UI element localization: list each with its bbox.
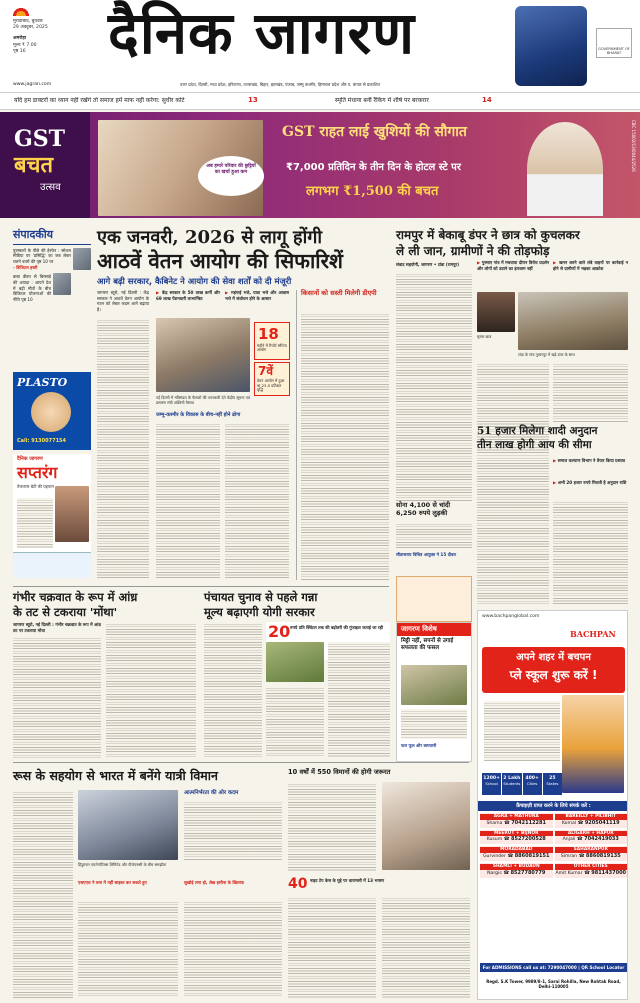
lead-subhead: आगे बढ़ी सरकार, कैबिनेट ने आयोग की सेवा शर्तों को दी मंजूरी — [97, 276, 292, 287]
rampur-headline1: रामपुर में बेकाबू डंपर ने छात्र को कुचलकर — [396, 228, 580, 242]
phone-icon: ☎ — [503, 837, 511, 843]
lead-box-sub: जम्मू-कश्मीर के विकास के बीच-नहीं होने ढोगा — [156, 412, 241, 418]
elections-teaser[interactable]: नाइट टेप केस के मुद्दे पर वाराणसी में 13 भाषण — [310, 878, 385, 883]
contact-name: Shama — [486, 820, 503, 826]
bachpan-ad[interactable] — [477, 610, 628, 1000]
bachpan-headline — [482, 647, 625, 693]
edition-price: मूल्य ₹ 7.00 — [13, 42, 37, 48]
stat-label: School — [485, 780, 498, 786]
aid-bullet1-text: समाज कल्याण विभाग ने तैयार किया प्रस्ताव — [557, 458, 625, 463]
contact-card[interactable] — [555, 863, 628, 878]
lead-bullet1 — [156, 290, 220, 301]
bullet-icon: ▶ — [156, 290, 163, 295]
dap-box-head: किसानों को सस्ती मिलेगी डीएपी — [301, 289, 377, 297]
russia-body-2 — [184, 800, 282, 860]
demand-headline: 10 वर्षों में 550 विमानों की होगी जरूरत — [288, 768, 391, 776]
contact-city: ALIGARH + HAPUR — [555, 831, 628, 837]
plasto-ad[interactable] — [13, 372, 91, 450]
lead-story — [97, 228, 389, 287]
gst-left-title: GST — [14, 126, 66, 152]
russia-teaser2[interactable]: सुखोई लगा हो, शेख हसीना के खिलाफ — [184, 880, 245, 885]
saptarang-head: दैनिक जागरण — [17, 456, 43, 462]
edition-line1: मुरादाबाद, बुधवार — [13, 19, 43, 24]
bullet-icon: ▶ — [553, 260, 560, 265]
editorial-item1[interactable]: पुरस्कारों के पीछे की हेरफेर : सोशल मीडिया पर 'प्रसिद्धि' का जब लेकर चलने वालों की पृष्ठ 10 पर — [13, 247, 71, 265]
photo-caption: नई दिल्ली में मंत्रिमंडल के फैसलों की जानकारी देते केंद्रीय सूचना एवं प्रसारण मंत्री अश्विनी वैष्णव — [156, 395, 250, 406]
cyclone-headline2: के तट से टकराया 'मोंथा' — [13, 604, 118, 619]
rampur-body — [396, 272, 472, 502]
contact-city: AGRA + MATHURA — [480, 814, 553, 820]
phone-icon: ☎ — [503, 870, 511, 876]
promo-right[interactable] — [335, 97, 605, 105]
victim-photo — [477, 292, 515, 332]
saptarang-sub: तेजतरार बेटी की पहचान — [17, 484, 54, 489]
stat-months — [254, 322, 290, 360]
franchise-head: फ्रैंचाइज़ी प्राप्त करने के लिये संपर्क करें : — [478, 801, 628, 811]
shaadi-anudan — [477, 425, 628, 452]
bachpan-logo: BACHPAN — [570, 629, 616, 639]
russia-photo — [78, 790, 178, 860]
stat-months-value: 18 — [258, 325, 279, 343]
panchayat-headline2: मूल्य बढ़ाएगी योगी सरकार — [204, 604, 315, 619]
stat-label: Students — [503, 780, 521, 786]
russia-body-1 — [13, 790, 73, 998]
russia-teaser1[interactable]: एसएएल ने रूस में नहीं साइबर कर सकते हुए — [78, 880, 147, 885]
plasto-tag: Call: 9130077154 — [17, 438, 67, 444]
stat-pay-value: 7वें — [258, 364, 274, 378]
aid-body — [477, 456, 549, 606]
stat-value: 25 — [549, 776, 556, 781]
lead-bullet2-text: महंगाई भत्ते, यात्रा भत्ते और आवास भत्ते में संशोधन होने के आसार — [225, 290, 289, 301]
cane-inset-text: रुपये प्रति क्विंटल तक की बढ़ोतरी की गुंजाइश जताई जा रही — [290, 625, 383, 630]
promo-left-page: 13 — [248, 96, 258, 104]
dap-box-body — [301, 312, 389, 580]
bullet-icon: ▶ — [553, 458, 558, 463]
saptarang-photo — [55, 486, 89, 542]
cane-photo — [266, 642, 324, 682]
bullet-icon: ▶ — [477, 260, 482, 265]
stat-box — [502, 773, 521, 795]
cyclone-body-2 — [106, 622, 196, 758]
rampur-bullet2 — [553, 260, 628, 271]
elections-num: 40 — [288, 876, 308, 892]
aid-headline1: 51 हजार मिलेगा शादी अनुदान — [477, 425, 598, 437]
cyclone-body-1 — [13, 636, 101, 758]
jagran-sun-logo-icon — [13, 6, 29, 16]
aid-bullet2 — [553, 480, 628, 486]
aircraft-demand — [288, 768, 470, 776]
phone-icon: ☎ — [578, 854, 586, 860]
promo-strip — [0, 92, 640, 110]
demand-body-1 — [288, 782, 376, 872]
editorial-portrait-2 — [53, 273, 71, 295]
rampur-headline2: ले ली जान, ग्रामीणों ने की तोड़फोड़ — [396, 243, 550, 258]
bullet-icon: ▶ — [553, 480, 558, 485]
cyclone-headline1: गंभीर चक्रवात के रूप में आंध्र — [13, 590, 138, 604]
lead-bullet2 — [225, 290, 289, 301]
rampur-story — [396, 228, 628, 259]
bachpan-stats — [482, 773, 562, 795]
contact-phone: 9811437000 — [591, 869, 627, 876]
lead-body-col3 — [225, 422, 289, 580]
editorial-item1-author: - डिजिटल हस्ती — [13, 264, 38, 270]
panchayat-body-2 — [328, 642, 390, 758]
gst-line2: लगभग ₹1,500 की बचत — [306, 184, 439, 199]
lead-headline2: आठवें वेतन आयोग की सिफारिशें — [97, 248, 343, 273]
gst-bubble-text: अब हमारे परिवार की छुट्टियों का खर्चा हुआ कम — [206, 164, 256, 175]
contact-name: Kusum — [486, 837, 503, 843]
contact-card[interactable] — [480, 830, 553, 845]
gst-ad-banner[interactable] — [0, 112, 640, 218]
dumper-photo — [518, 292, 628, 350]
contact-card[interactable] — [480, 813, 553, 828]
stat-box — [523, 773, 542, 795]
lpg-line: सीतासराय विचित्र आयुक्त ने 15 दीवार — [396, 552, 457, 557]
franchise-grid — [480, 813, 627, 878]
contact-card[interactable] — [480, 863, 553, 878]
promo-right-page: 14 — [482, 96, 492, 104]
gst-bubble — [198, 156, 264, 196]
child-photo — [562, 695, 624, 793]
gst-left-panel — [0, 112, 90, 218]
cane-inset-num: 20 — [268, 622, 291, 641]
special-crop-line: फल फूल और बागवानी — [401, 743, 437, 748]
russia-headline: रूस के सहयोग से भारत में बनेंगे यात्री विमान — [13, 768, 218, 783]
russia-body-3 — [78, 900, 178, 998]
special-teaser: मिट्टी नहीं, सपनों से उगाई सफलता की फसल — [401, 637, 454, 651]
divider — [13, 586, 389, 587]
stat-value: 400+ — [525, 776, 539, 781]
mahasankalp-ad[interactable] — [396, 576, 472, 622]
demand-body-3 — [382, 896, 470, 998]
russia-subhead1: आत्मनिर्भरता की ओर कदम — [184, 790, 239, 796]
panchayat-body-1 — [204, 622, 262, 758]
contact-name: Amit Kumar — [555, 870, 583, 876]
edition-date — [13, 19, 48, 55]
plasto-logo: PLASTO — [17, 376, 68, 389]
rampur-bullet1-text: गुस्साए गांव में मचवाया दौरान विरोध प्रदर्शन और लोगों को उठाने का इंतजाम नहीं — [477, 260, 549, 271]
contact-city: BAREILLY + PILIBHIT — [555, 814, 628, 820]
contact-name: Nargis — [487, 870, 502, 876]
lead-body-col2 — [156, 422, 220, 580]
divider — [13, 762, 469, 763]
stat-pay-label: वेतन आयोग में हुआ था 23.5 प्रतिशत वृद्धि — [257, 378, 285, 393]
stat-label: States — [546, 780, 559, 786]
special-photo — [401, 665, 467, 705]
phone-icon: ☎ — [577, 820, 585, 826]
contact-phone: 8527200528 — [510, 836, 546, 843]
gst-left-title2: बचत — [14, 152, 54, 178]
aid-body-2 — [553, 500, 628, 606]
editorial-box — [13, 228, 91, 303]
gst-line1: ₹7,000 प्रतिदिन के तीन दिन के होटल स्टे पर — [286, 162, 461, 173]
pm-portrait — [527, 122, 603, 216]
victim-caption: मृतक छात्र — [477, 334, 492, 339]
contact-card[interactable] — [555, 813, 628, 828]
contact-phone: 8527780779 — [510, 869, 546, 876]
masthead — [0, 0, 640, 92]
rampur-bullet1 — [477, 260, 549, 271]
website-url[interactable]: www.jagran.com — [13, 82, 52, 87]
panchayat-headline1: पंचायत चुनाव से पहले गन्ना — [204, 590, 318, 604]
lead-byline: जागरण ब्यूरो, नई दिल्ली : केंद्र सरकार ने आठवें वेतन आयोग के गठन को लेकर कदम आगे बढ़ाया है। — [97, 290, 149, 313]
panchayat-story — [204, 590, 390, 620]
gold-price-body — [396, 522, 472, 548]
bachpan-headline2: प्ले स्कूल शुरू करें ! — [509, 667, 598, 682]
bachpan-features — [484, 701, 560, 761]
editorial-portrait — [73, 248, 91, 270]
contact-phone: 7042112281 — [511, 819, 546, 826]
lead-bullet1-text: केंद्र सरकार के 50 लाख कर्मी और 69 लाख पेंशनधारी लाभान्वित — [156, 290, 220, 301]
saptarang-text-block — [17, 498, 53, 548]
contact-card[interactable] — [555, 830, 628, 845]
sbi-ad-strip — [13, 552, 91, 578]
lead-body-col1 — [97, 318, 149, 580]
bachpan-url[interactable]: www.bachpanglobal.com — [482, 614, 540, 619]
special-body — [401, 709, 467, 739]
jagran-vishesh[interactable] — [396, 622, 472, 762]
phone-icon: ☎ — [504, 820, 512, 826]
contact-phone: 8860819151 — [514, 853, 550, 860]
cyclone-story — [13, 590, 199, 620]
stat-box — [482, 773, 501, 795]
stat-box — [543, 773, 562, 795]
contact-name: Anjali — [562, 837, 576, 843]
rampur-byline: संवाद सहयोगी, जागरण • टांडा (रामपुर) — [396, 262, 460, 267]
gst-code: CBC 15002/13/0044/2526 — [631, 120, 636, 172]
aid-bullet1 — [553, 458, 628, 464]
water-tank-image — [31, 392, 71, 432]
promo-left[interactable] — [14, 97, 314, 105]
lead-headline1: एक जनवरी, 2026 से लागू होंगी — [97, 227, 323, 248]
contact-phone: 9205041119 — [584, 819, 620, 826]
regd-line: Regd. S.K Tower, 9989/8-1, Sarai Rohilla, New Rohtak Road, Delhi-110005 — [486, 979, 621, 989]
contact-name: Gurvinder — [483, 854, 506, 860]
admission-line[interactable]: For ADMISSIONS call us at: 7290047000 | QR School Locator — [480, 963, 627, 972]
editorial-item2[interactable]: बाबा डीडन से बिरसाड़े की आपदा : आपने देश में बढ़ी मौतों के बीच डिजिटल योजनाओं की नीति पृष्ठ 10 — [13, 274, 51, 303]
special-head: जागरण विशेष — [397, 623, 471, 636]
edition-pages: पृष्ठ 16 — [13, 48, 26, 54]
contact-city: SHAMLI + BUDAUN — [480, 864, 553, 870]
russia-body-4 — [184, 900, 282, 998]
player-photo — [515, 6, 587, 86]
phone-icon: ☎ — [507, 854, 515, 860]
gov-emblem-icon — [596, 28, 632, 58]
aid-headline2: तीन लाख होगी आय की सीमा — [477, 438, 592, 451]
rampur-photo-caption: टांडा के गांव गुलारपुर में खड़े डंपर के साथ — [518, 352, 575, 357]
saptarang-title: सप्तरंग — [17, 463, 58, 482]
aid-bullet2-text: अभी 20 हजार रुपये मिलती है अनुदान राशि — [557, 480, 627, 485]
leader-photo — [382, 782, 470, 870]
gst-headline: GST राहत लाई खुशियों की सौगात — [282, 124, 467, 140]
gov-badge-text: GOVERNMENT OF BHARAT — [598, 47, 630, 56]
gold-price-head: सोना 4,100 से चांदी 6,250 रुपये लुढ़की — [396, 501, 451, 517]
bullet-icon: ▶ — [225, 290, 232, 295]
contact-city: MEERUT + BIJNOR — [480, 831, 553, 837]
contact-card[interactable] — [555, 846, 628, 861]
rampur-body-3 — [553, 362, 628, 422]
stat-value: 1200+ — [483, 776, 500, 781]
contact-phone: 7042419033 — [584, 836, 619, 843]
cyclone-byline: जागरण ब्यूरो, नई दिल्ली : गंभीर चक्रवात के रूप में आंध्र तट पर टकराया मोंथा — [13, 622, 101, 633]
dap-box — [296, 290, 390, 580]
edition-line2: 29 अक्टूबर, 2025 — [13, 25, 48, 31]
newspaper-title: दैनिक जागरण — [108, 0, 416, 67]
gst-left-sub: उत्सव — [40, 182, 61, 193]
contact-city: OTHER CITIES — [555, 864, 628, 870]
demand-body-2 — [288, 896, 376, 998]
rampur-bullet2-text: खनन करने वाले लंबे वाहनों पर कार्रवाई न होने से ग्रामीणों में भड़का आक्रोश — [553, 260, 628, 271]
contact-phone: 8860819135 — [585, 853, 621, 860]
stat-value: 2 Lakh — [503, 776, 521, 781]
edition-city: अमरोहा — [13, 36, 26, 42]
contact-card[interactable] — [480, 846, 553, 861]
bachpan-headline1: अपने शहर में बचपन — [516, 652, 591, 663]
phone-icon: ☎ — [576, 837, 585, 843]
saptarang-promo[interactable] — [13, 454, 91, 578]
contact-city: SAHARANPUR — [555, 847, 628, 853]
stat-months-label: महीने में रिपोर्ट सौंपेगा आयोग — [257, 342, 287, 353]
stat-pay — [254, 362, 290, 396]
phone-icon: ☎ — [584, 870, 592, 876]
russia-caption: हिंदुस्तान एयरोनॉटिक्स लिमिटेड और पीजेएससी के बीच समझौता — [78, 862, 167, 867]
minister-photo — [156, 318, 250, 392]
panchayat-body-3 — [266, 686, 324, 758]
promo-right-text: स्मृति मंधाना बनीं रैंकिंग में शीर्ष पर बरकरार — [335, 97, 429, 104]
contact-name: Simran — [560, 854, 578, 860]
editorial-head: संपादकीय — [13, 228, 91, 245]
contact-name: Komal — [561, 820, 577, 826]
contact-city: MORADABAD — [480, 847, 553, 853]
editions-strip: उत्तर प्रदेश, दिल्ली, मध्य प्रदेश, हरियाणा, उत्तराखंड, बिहार, झारखंड, पंजाब, जम्मू कश्मीर, हिमाचल प्रदेश और प. बंगाल से प्रकाशित — [180, 82, 380, 87]
promo-left-text: यदि हम डाक्टरों का ध्यान नहीं रखेंगे तो समाज हमें माफ नहीं करेगा: सुधीर कोटे — [14, 97, 185, 104]
gold-price-box — [396, 502, 472, 576]
stat-label: Cities — [526, 780, 538, 786]
